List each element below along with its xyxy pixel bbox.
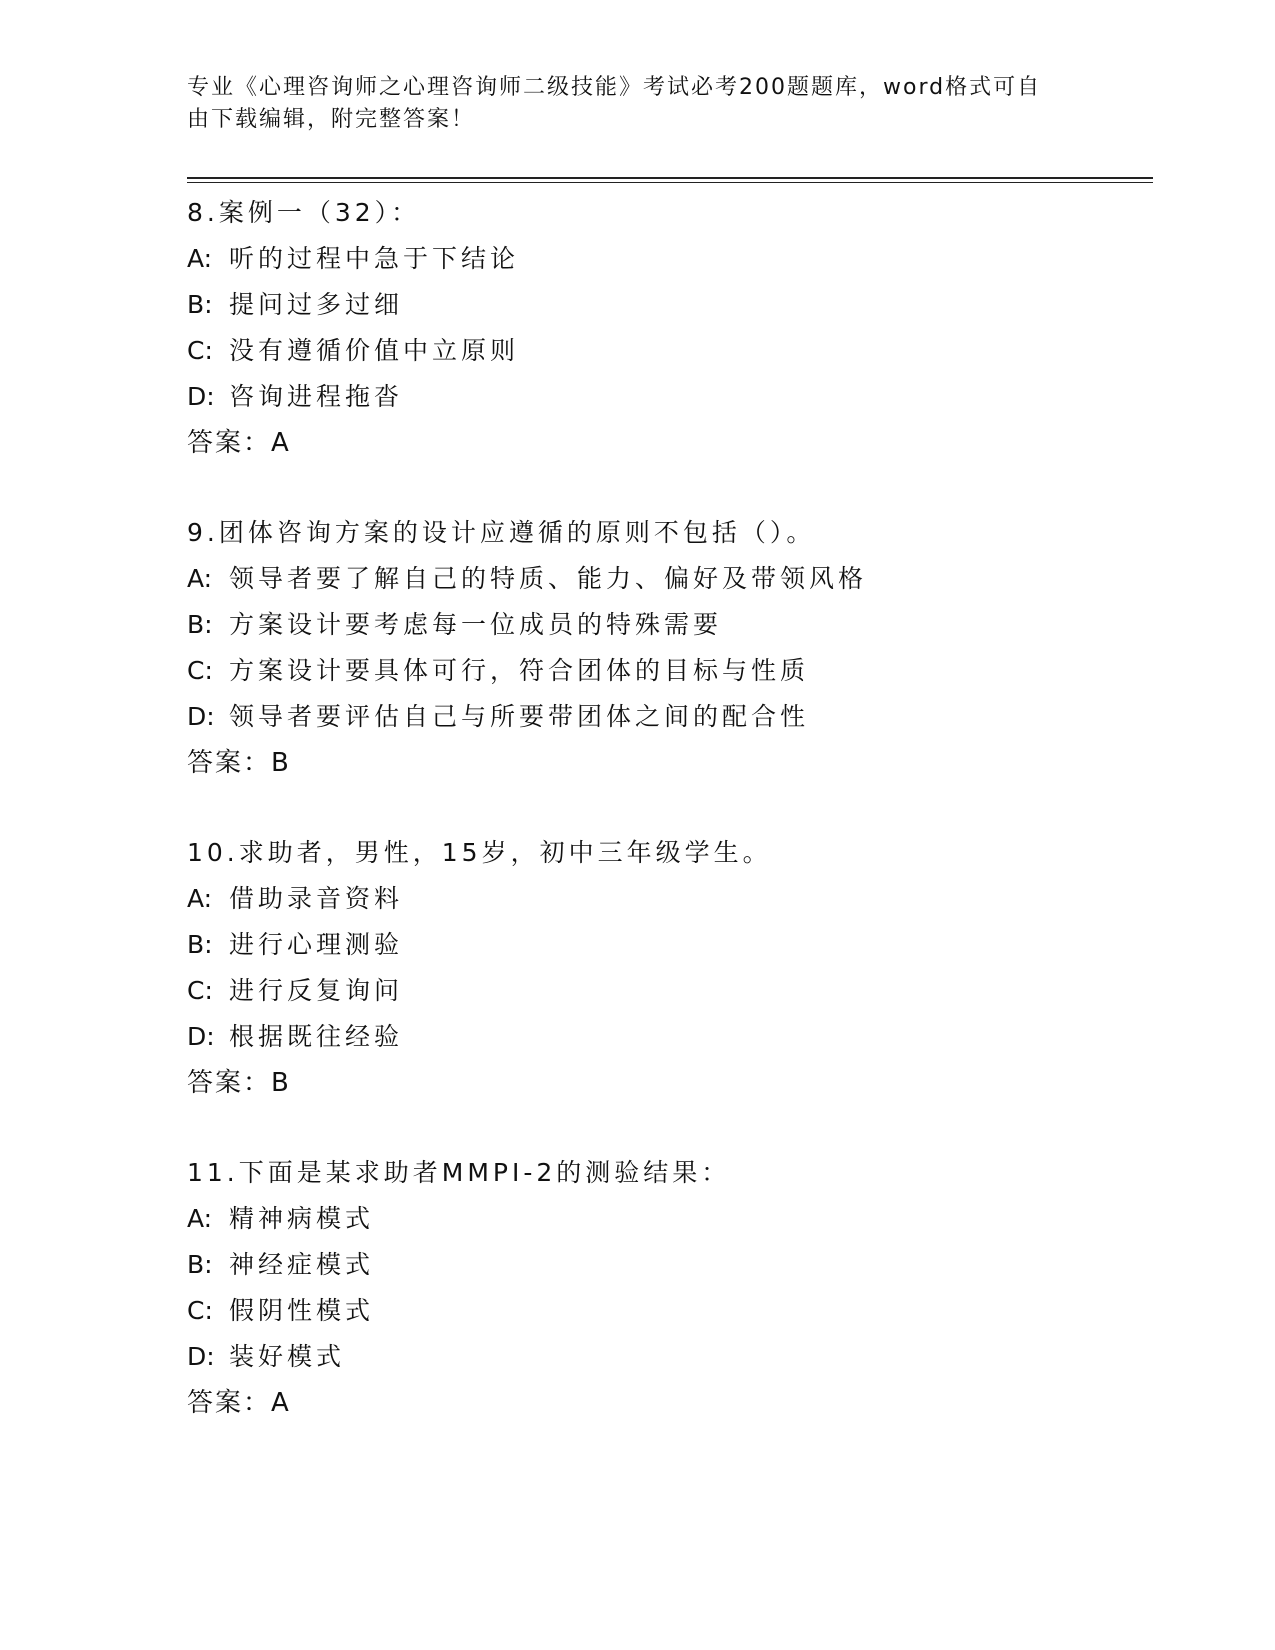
option-b: [187, 602, 1147, 648]
option-text: 领导者要评估自己与所要带团体之间的配合性: [229, 702, 810, 731]
option-letter: A:: [187, 244, 213, 273]
header-divider: [187, 177, 1153, 183]
option-d: [187, 1014, 1147, 1060]
option-letter: D:: [187, 1342, 215, 1371]
option-d: [187, 694, 1147, 740]
option-text: 咨询进程拖沓: [229, 382, 404, 411]
answer: 答案：A: [187, 428, 291, 458]
option-letter: B:: [187, 1250, 213, 1279]
option-c: [187, 328, 1147, 374]
answer: 答案：B: [187, 748, 291, 778]
option-d: [187, 374, 1147, 420]
option-text: 神经症模式: [229, 1250, 375, 1279]
option-letter: D:: [187, 382, 215, 411]
question-10: [187, 830, 1147, 1106]
question-stem: 11.下面是某求助者MMPI-2的测验结果：: [187, 1158, 731, 1187]
question-stem: 10.求助者，男性，15岁，初中三年级学生。: [187, 838, 772, 867]
option-text: 借助录音资料: [229, 884, 404, 913]
option-text: 精神病模式: [229, 1204, 375, 1233]
option-text: 根据既往经验: [229, 1022, 404, 1051]
question-9: [187, 510, 1147, 786]
option-text: 进行心理测验: [229, 930, 404, 959]
option-c: [187, 1288, 1147, 1334]
option-letter: D:: [187, 1022, 215, 1051]
option-letter: A:: [187, 1204, 213, 1233]
header-line-1: 专业《心理咨询师之心理咨询师二级技能》考试必考200题题库，word格式可自: [187, 75, 1042, 100]
header-line-2: 由下载编辑，附完整答案！: [187, 107, 476, 132]
option-letter: B:: [187, 930, 213, 959]
document-header: [187, 72, 1067, 136]
option-letter: A:: [187, 884, 213, 913]
option-b: [187, 922, 1147, 968]
option-letter: D:: [187, 702, 215, 731]
option-text: 领导者要了解自己的特质、能力、偏好及带领风格: [229, 564, 868, 593]
option-text: 假阴性模式: [229, 1296, 375, 1325]
option-letter: C:: [187, 656, 213, 685]
option-c: [187, 968, 1147, 1014]
option-text: 没有遵循价值中立原则: [229, 336, 520, 365]
option-a: [187, 236, 1147, 282]
option-a: [187, 876, 1147, 922]
option-text: 方案设计要具体可行，符合团体的目标与性质: [229, 656, 810, 685]
question-11: [187, 1150, 1147, 1426]
option-letter: C:: [187, 976, 213, 1005]
question-stem: 9.团体咨询方案的设计应遵循的原则不包括（）。: [187, 518, 816, 547]
answer: 答案：B: [187, 1068, 291, 1098]
option-text: 装好模式: [229, 1342, 346, 1371]
option-letter: C:: [187, 1296, 213, 1325]
option-letter: B:: [187, 610, 213, 639]
option-text: 方案设计要考虑每一位成员的特殊需要: [229, 610, 723, 639]
option-b: [187, 282, 1147, 328]
option-a: [187, 1196, 1147, 1242]
answer: 答案：A: [187, 1388, 291, 1418]
option-b: [187, 1242, 1147, 1288]
question-list: [187, 190, 1147, 1470]
option-letter: B:: [187, 290, 213, 319]
question-8: [187, 190, 1147, 466]
option-letter: A:: [187, 564, 213, 593]
option-c: [187, 648, 1147, 694]
option-text: 进行反复询问: [229, 976, 404, 1005]
option-d: [187, 1334, 1147, 1380]
option-text: 提问过多过细: [229, 290, 404, 319]
question-stem: 8.案例一（32）：: [187, 198, 421, 227]
option-letter: C:: [187, 336, 213, 365]
option-text: 听的过程中急于下结论: [229, 244, 520, 273]
option-a: [187, 556, 1147, 602]
